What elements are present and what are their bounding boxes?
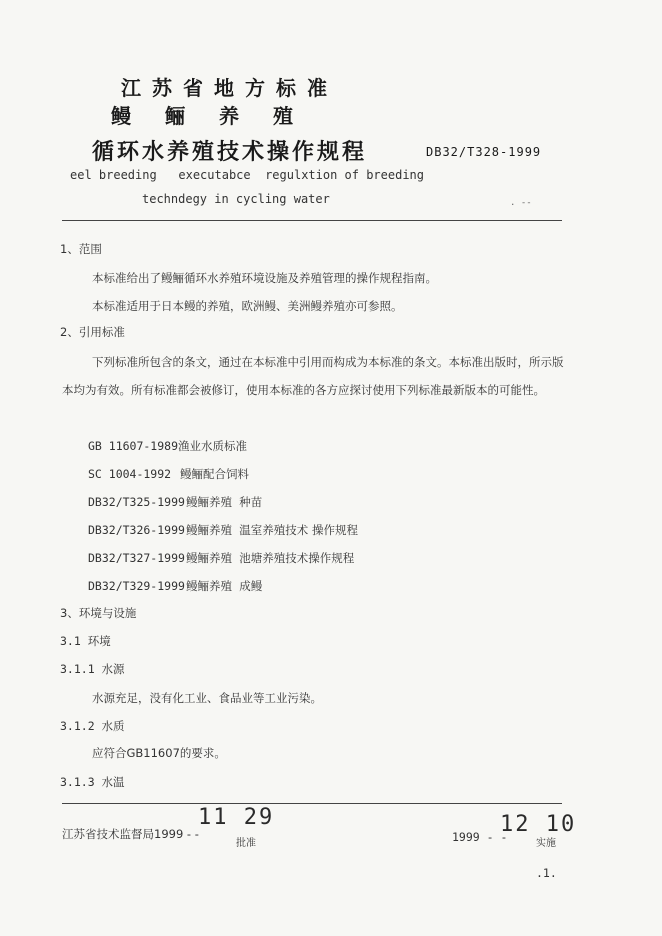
reference-item <box>88 466 249 482</box>
section-3-1-3-title: 3.1.3 水温 <box>60 775 125 789</box>
section-1-title: 1、范围 <box>60 242 102 256</box>
section-1-paragraph-2: 本标准适用于日本鳗的养殖，欧洲鳗、美洲鳗养殖亦可参照。 <box>92 299 403 313</box>
section-3-1-2-paragraph: 应符合GB11607的要求。 <box>92 746 226 760</box>
header-mark: . -- <box>510 198 532 208</box>
reference-item <box>88 550 354 566</box>
standard-code: DB32/T328-1999 <box>426 145 542 159</box>
reference-code: SC 1004-1992 <box>88 467 172 481</box>
english-title-line2: techndegy in cycling water <box>142 192 330 206</box>
approval-date-handwritten: 11 29 <box>198 805 275 830</box>
section-1-paragraph-1: 本标准给出了鳗鲡循环水养殖环境设施及养殖管理的操作规程指南。 <box>92 271 437 285</box>
reference-item <box>88 522 358 538</box>
document-title: 循环水养殖技术操作规程 <box>92 140 368 165</box>
section-3-title: 3、环境与设施 <box>60 606 137 620</box>
approval-label: 批准 <box>236 838 256 849</box>
reference-code: DB32/T326-1999 <box>88 523 185 537</box>
reference-item <box>88 578 262 594</box>
approval-issuer: 江苏省技术监督局1999 - - <box>62 827 199 841</box>
reference-name: 鳗鲡配合饲料 <box>180 467 249 481</box>
reference-item <box>88 494 262 510</box>
reference-code: DB32/T329-1999 <box>88 579 185 593</box>
page-number: .1. <box>536 866 557 880</box>
section-3-1-1-title: 3.1.1 水源 <box>60 662 125 676</box>
category-heading: 鳗鲡养殖 <box>111 104 327 128</box>
reference-code: DB32/T327-1999 <box>88 551 185 565</box>
implementation-year: 1999 - - <box>452 830 508 844</box>
section-2-paragraph: 下列标准所包含的条文，通过在本标准中引用而构成为本标准的条文。本标准出版时，所示版本均为有效。所有标准都会被修订，使用本标准的各方应探讨使用下列标准最新版本的可能性。 <box>62 355 564 397</box>
reference-name: 鳗鲡养殖 温室养殖技术 操作规程 <box>186 523 358 537</box>
implementation-date-handwritten: 12 10 <box>500 812 577 837</box>
reference-name: 鳗鲡养殖 成鳗 <box>186 579 263 593</box>
footer-rule <box>62 803 562 804</box>
reference-name: 渔业水质标准 <box>178 439 247 453</box>
english-title-line1: eel breeding executabce regulxtion of breeding <box>70 168 425 182</box>
implementation-label: 实施 <box>536 838 556 849</box>
reference-item <box>88 438 247 454</box>
reference-code: DB32/T325-1999 <box>88 495 185 509</box>
reference-name: 鳗鲡养殖 池塘养殖技术操作规程 <box>186 551 355 565</box>
reference-name: 鳗鲡养殖 种苗 <box>186 495 263 509</box>
reference-code: GB 11607-1989 <box>88 439 179 453</box>
section-3-1-title: 3.1 环境 <box>60 634 111 648</box>
issuer-heading: 江苏省地方标准 <box>121 76 338 100</box>
section-3-1-1-paragraph: 水源充足，没有化工业、食品业等工业污染。 <box>92 691 322 705</box>
section-2-title: 2、引用标准 <box>60 325 125 339</box>
section-3-1-2-title: 3.1.2 水质 <box>60 719 125 733</box>
header-rule <box>62 220 562 221</box>
